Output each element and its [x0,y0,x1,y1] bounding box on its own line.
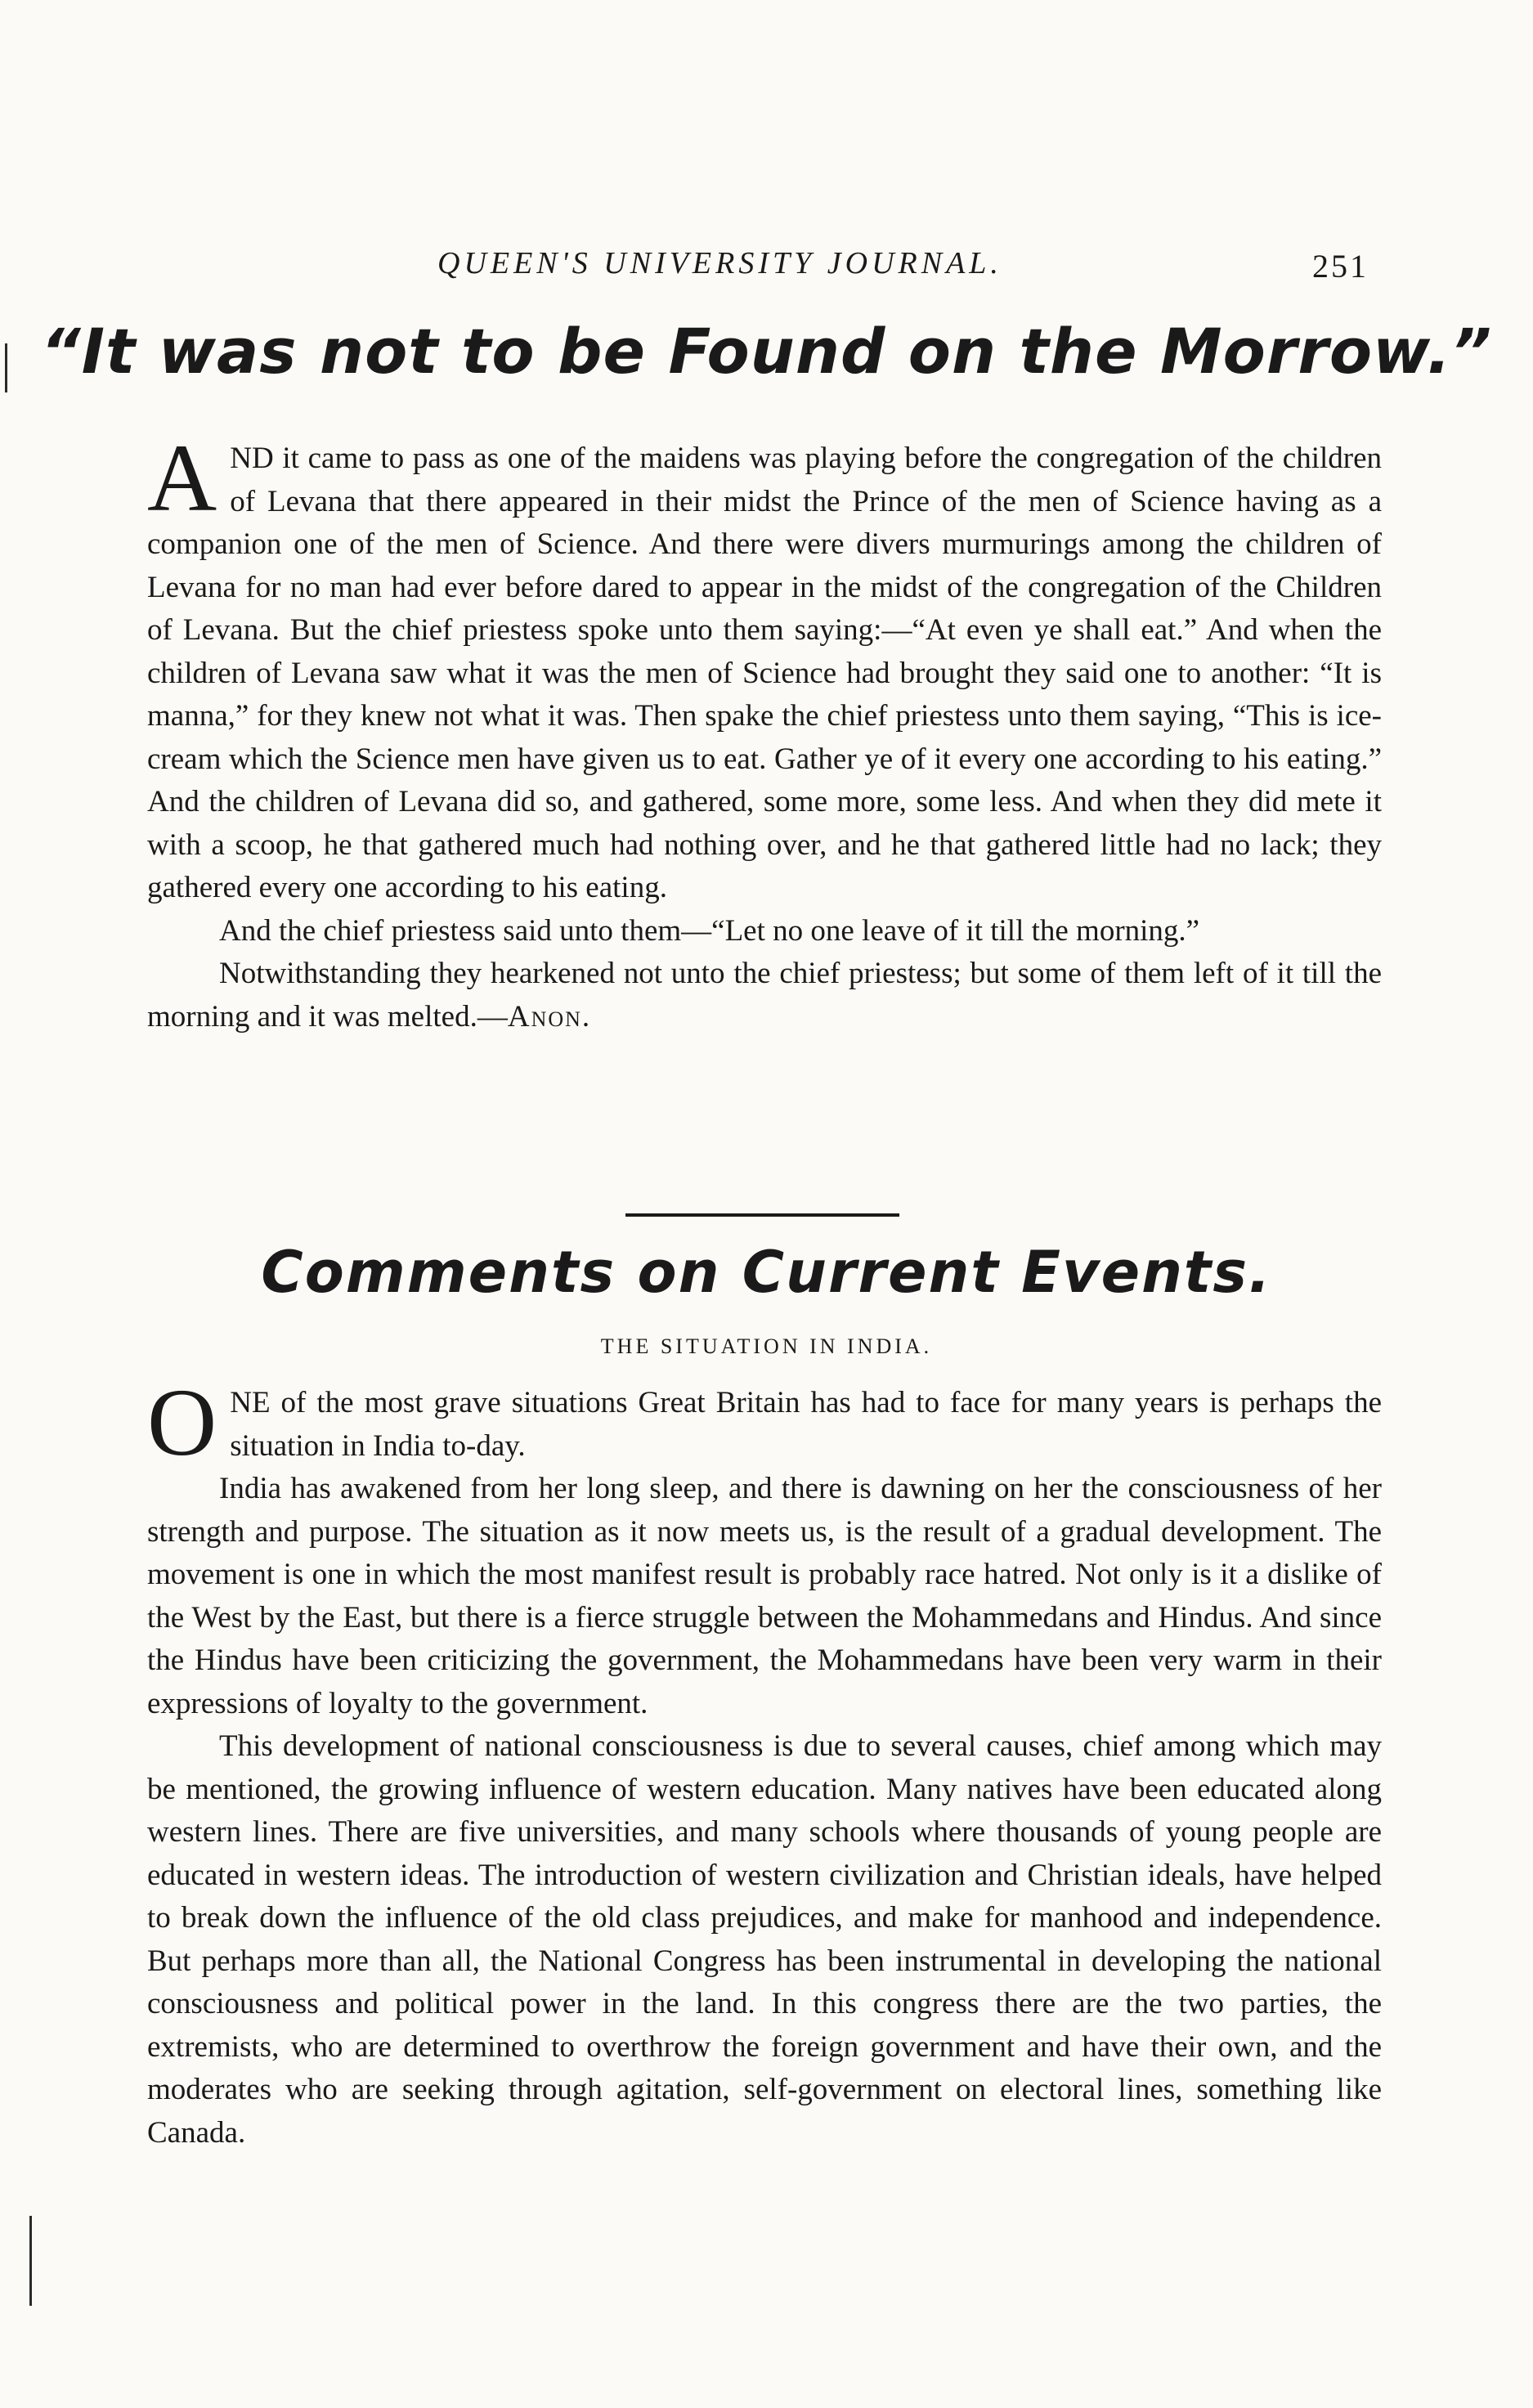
paragraph: India has awakened from her long sleep, and there is dawning on her the consciousness of her strength and purpose. The situation as it now meets us, is the result of a gradual development. The movement is one in which the most manifest result is probably race hatred. Not only is it a dislike of the West by the East, but there is a fierce struggle between the Mohammedans and Hindus. And since the Hindus have been criticizing the government, the Mohammedans have been very warm in their expressions of loyalty to the government. [147,1472,1382,1720]
running-title: QUEEN'S UNIVERSITY JOURNAL. [437,246,1002,280]
drop-cap: A [147,424,217,531]
page-number: 251 [1312,248,1369,285]
drop-cap: O [147,1369,217,1476]
article-title-morrow: “It was not to be Found on the Morrow.” [40,315,1493,388]
article-title-current-events: Comments on Current Events. [261,1239,1272,1306]
article-subheading: THE SITUATION IN INDIA. [600,1334,933,1358]
paragraph: And the chief priestess said unto them—“Let no one leave of it till the morning.” [219,913,1200,948]
paragraph: This development of national consciousness is due to several causes, chief among which may be mentioned, the growing influence of western education. Many natives have been educated along western lines. There are five universities, and many schools where thousands of young people are educated in western ideas. The introduction of western civilization and Christian ideals, have helped to break down the influence of the old class prejudices, and make for manhood and independence. But perhaps more than all, the National Congress has been instrumental in developing the national consciousness and political power in the land. In this congress there are the two parties, the extremists, who are determined to overthrow the foreign government and have their own, and the moderates who are seeking through agitation, self-government on electoral lines, something like Canada. [147,1729,1382,2150]
paragraph [147,424,1382,910]
article-body-india [147,1369,1382,2155]
author-signature: Anon. [507,999,592,1034]
paragraph-text: ND it came to pass as one of the maidens was playing before the congregation of the children of Levana that there appeared in their midst the Prince of the men of Science having as a companion one of the men of Science. And there were divers murmurings among the children of Levana for no man had ever before dared to appear in the midst of the congregation of the Children of Levana. But the chief priestess spoke unto them saying:—“At even ye shall eat.” And when the children of Levana saw what it was the men of Science had brought they said one to another: “It is manna,” for they knew not what it was. Then spake the chief priestess unto them saying, “This is ice-cream which the Science men have given us to eat. Gather ye of it every one according to his eating.” And the children of Levana did so, and gathered, some more, some less. And when they did mete it with a scoop, he that gathered much had nothing over, and he that gathered little had no lack; they gathered every one according to his eating. [147,442,1382,904]
paragraph-text: Notwithstanding they hearkened not unto the chief priestess; but some of them left of it till the morning and it was melted.— [147,957,1382,1034]
scan-margin-mark [29,2216,32,2306]
paragraph [147,953,1382,1038]
page-header [0,245,1533,294]
paragraph-text: NE of the most grave situations Great Britain has had to face for many years is perhaps the situation in India to-day. [230,1386,1382,1463]
article-body-morrow [147,424,1382,1038]
scan-margin-mark [5,343,7,392]
paragraph [147,1369,1382,1476]
section-divider [625,1213,899,1217]
